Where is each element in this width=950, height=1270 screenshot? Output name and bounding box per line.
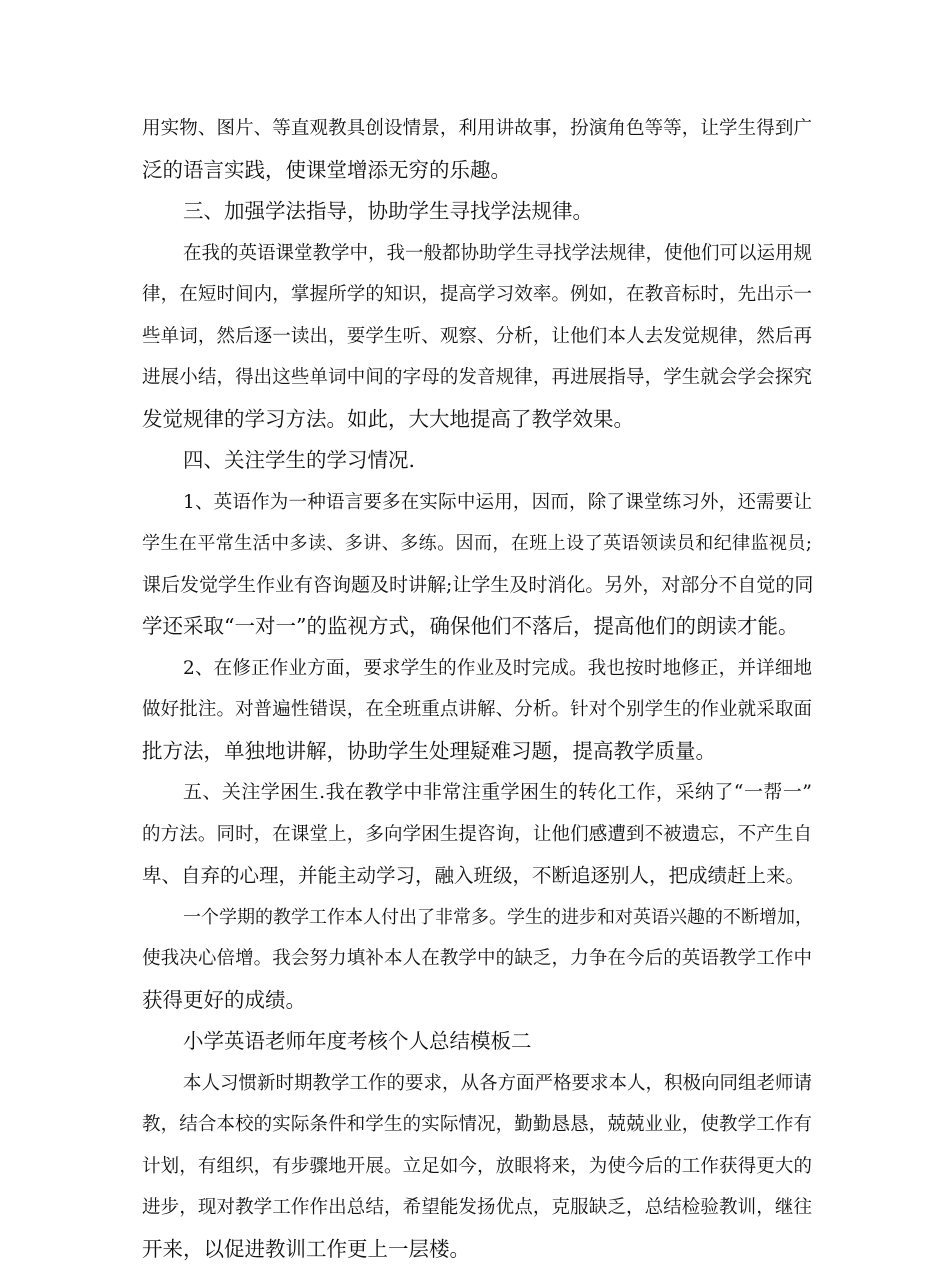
text-line: 2、在修正作业方面，要求学生的作业及时完成。我也按时地修正，并详细地 (142, 648, 812, 690)
text-line: 五、关注学困生.我在教学中非常注重学困生的转化工作，采纳了“一帮一” (142, 772, 812, 814)
text-line: 一个学期的教学工作本人付出了非常多。学生的进步和对英语兴趣的不断增加， (142, 897, 812, 939)
text-line: 卑、自弃的心理，并能主动学习，融入班级，不断追逐别人，把成绩赶上来。 (142, 855, 812, 897)
text-line: 律，在短时间内，掌握所学的知识，提高学习效率。例如，在教音标时，先出示一 (142, 274, 812, 316)
text-line: 小学英语老师年度考核个人总结模板二 (142, 1021, 812, 1063)
text-line: 本人习惯新时期教学工作的要求，从各方面严格要求本人，积极向同组老师请 (142, 1063, 812, 1105)
text-line: 些单词，然后逐一读出，要学生听、观察、分析，让他们本人去发觉规律，然后再 (142, 316, 812, 358)
text-line: 计划，有组织，有步骤地开展。立足如今，放眼将来，为使今后的工作获得更大的 (142, 1146, 812, 1188)
text-line: 1、英语作为一种语言要多在实际中运用，因而，除了课堂练习外，还需要让 (142, 482, 812, 524)
text-line: 在我的英语课堂教学中，我一般都协助学生寻找学法规律，使他们可以运用规 (142, 233, 812, 275)
text-line: 批方法，单独地讲解，协助学生处理疑难习题，提高教学质量。 (142, 731, 812, 773)
text-line: 用实物、图片、等直观教具创设情景，利用讲故事，扮演角色等等，让学生得到广 (142, 108, 812, 150)
text-line: 进展小结，得出这些单词中间的字母的发音规律，再进展指导，学生就会学会探究 (142, 357, 812, 399)
text-line: 发觉规律的学习方法。如此，大大地提高了教学效果。 (142, 399, 812, 441)
text-line: 的方法。同时，在课堂上，多向学困生提咨询，让他们感遭到不被遗忘，不产生自 (142, 814, 812, 856)
text-line: 使我决心倍增。我会努力填补本人在教学中的缺乏，力争在今后的英语教学工作中 (142, 938, 812, 980)
text-line: 泛的语言实践，使课堂增添无穷的乐趣。 (142, 150, 812, 192)
text-line: 开来，以促进教训工作更上一层楼。 (142, 1229, 812, 1270)
text-line: 三、加强学法指导，协助学生寻找学法规律。 (142, 191, 812, 233)
text-line: 学还采取“一对一”的监视方式，确保他们不落后，提高他们的朗读才能。 (142, 606, 812, 648)
text-line: 四、关注学生的学习情况. (142, 440, 812, 482)
text-line: 教，结合本校的实际条件和学生的实际情况，勤勤恳恳，兢兢业业，使教学工作有 (142, 1104, 812, 1146)
text-line: 做好批注。对普遍性错误，在全班重点讲解、分析。针对个别学生的作业就采取面 (142, 689, 812, 731)
text-line: 获得更好的成绩。 (142, 980, 812, 1022)
text-line: 学生在平常生活中多读、多讲、多练。因而，在班上设了英语领读员和纪律监视员; (142, 523, 812, 565)
document-body (142, 108, 812, 1270)
text-line: 进步，现对教学工作作出总结，希望能发扬优点，克服缺乏，总结检验教训，继往 (142, 1187, 812, 1229)
text-line: 课后发觉学生作业有咨询题及时讲解;让学生及时消化。另外，对部分不自觉的同 (142, 565, 812, 607)
